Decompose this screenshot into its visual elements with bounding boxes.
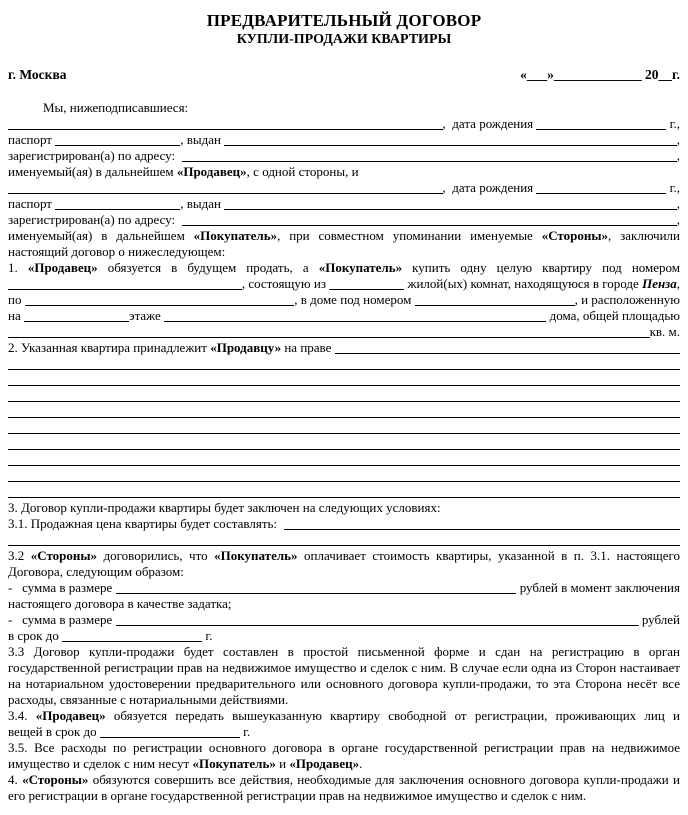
clause-4-paragraph xyxy=(8,772,680,804)
blank-field xyxy=(116,580,517,594)
text-segment: на праве xyxy=(281,340,335,355)
text-segment: , xyxy=(676,132,680,147)
text-segment: 3.4. xyxy=(8,708,36,723)
text-segment: 3. Договор купли-продажи квартиры будет заключен на следующих условиях: xyxy=(8,500,441,515)
text-segment: «Продавец» xyxy=(27,260,98,275)
seller-address-line xyxy=(8,148,680,164)
document-title-line1: ПРЕДВАРИТЕЛЬНЫЙ ДОГОВОР xyxy=(206,11,482,30)
clause-3-1-blank-line xyxy=(8,532,680,548)
text-segment: «Продавец» xyxy=(176,164,247,179)
clause-1-line-1 xyxy=(8,260,680,276)
text-segment: дома, общей площадью xyxy=(546,308,680,323)
text-segment: именуемый(ая) в дальнейшем xyxy=(8,164,177,179)
clause-2-blank-line-3 xyxy=(8,388,680,404)
text-segment: , выдан xyxy=(180,196,225,211)
blank-field xyxy=(8,356,680,370)
text-segment: «Продавец» xyxy=(35,708,106,723)
blank-field xyxy=(182,212,677,226)
payment-deposit-line-1 xyxy=(8,580,680,596)
text-segment: купить одну целую квартиру под номером xyxy=(402,260,681,275)
text-segment: 2. Указанная квартира принадлежит xyxy=(8,340,211,355)
clause-2-blank-line-5 xyxy=(8,420,680,436)
text-segment: , дата рождения xyxy=(442,180,537,195)
blank-field xyxy=(8,436,680,450)
clause-3-1-price-line xyxy=(8,516,680,532)
text-segment: кв. м. xyxy=(649,324,680,339)
clause-3-3-paragraph xyxy=(8,644,680,708)
blank-field xyxy=(415,292,575,306)
blank-field xyxy=(8,372,680,386)
clause-2-heading xyxy=(8,340,680,356)
clause-3-4-line-2 xyxy=(8,724,680,740)
blank-field xyxy=(8,180,443,194)
blank-field xyxy=(62,628,202,642)
text-segment: , xyxy=(676,148,680,163)
text-segment: вещей в срок до xyxy=(8,724,100,739)
clause-1-line-5 xyxy=(8,324,680,340)
document-title-line2: КУПЛИ-ПРОДАЖИ КВАРТИРЫ xyxy=(236,32,452,47)
text-segment: 3.5. Все расходы по регистрации основного договора в органе государственной регистрации прав на недвижимое имущество и сделок с ним несут xyxy=(8,740,680,771)
clause-2-blank-line-2 xyxy=(8,372,680,388)
text-segment: настоящего договора в качестве задатка; xyxy=(8,596,232,611)
text-segment: г. xyxy=(202,628,213,643)
text-segment: на xyxy=(8,308,24,323)
text-segment: этаже xyxy=(128,308,165,323)
blank-field xyxy=(8,420,680,434)
clause-2-blank-line-6 xyxy=(8,436,680,452)
text-segment: договорились, что xyxy=(97,548,215,563)
blank-field xyxy=(24,308,129,322)
text-segment: «Покупатель» xyxy=(318,260,403,275)
blank-field xyxy=(8,532,680,546)
text-segment: г., xyxy=(666,180,680,195)
payment-balance-line-2 xyxy=(8,628,680,644)
blank-field xyxy=(335,340,680,354)
clause-3-4-line-1 xyxy=(8,708,680,724)
text-segment: в срок до xyxy=(8,628,63,643)
text-segment: - сумма в размере xyxy=(8,580,116,595)
text-segment: , xyxy=(676,276,680,291)
text-segment: , и расположенную xyxy=(574,292,680,307)
document-body xyxy=(8,100,680,804)
text-segment: , с одной стороны, и xyxy=(246,164,359,179)
text-segment: г. xyxy=(239,724,251,739)
buyer-role-paragraph xyxy=(8,228,680,260)
text-segment: , состоящую из xyxy=(241,276,330,291)
payment-deposit-line-2 xyxy=(8,596,680,612)
clause-3-2-paragraph xyxy=(8,548,680,580)
text-segment: паспорт xyxy=(8,132,56,147)
text-segment: паспорт xyxy=(8,196,56,211)
blank-field xyxy=(329,276,404,290)
clause-3-heading xyxy=(8,500,680,516)
text-segment: Мы, нижеподписавшиеся: xyxy=(43,100,189,115)
text-segment: 3.3 Договор купли-продажи будет составлен в простой письменной форме и сдан на регистрацию в орган государственной регистрации прав на недвижимое имущество и сделок с ним. В случае если одна из Сторон настаивает на нотариальном удостоверении предварительного или основного договора купли-продажи, то эта Сторона несёт все расходы, связанные с нотариальными действиями. xyxy=(8,644,680,707)
seller-passport-line xyxy=(8,132,680,148)
blank-field xyxy=(8,276,242,290)
clause-1-line-4 xyxy=(8,308,680,324)
text-segment: оплачивает стоимость квартиры, указанной в п. 3.1. настоящего Договора, следующим образом: xyxy=(8,548,681,579)
text-segment: «Продавцу» xyxy=(210,340,282,355)
text-segment: обязуется передать вышеуказанную квартиру свободной от регистрации, проживающих лиц и xyxy=(105,708,681,723)
text-segment: , в доме под номером xyxy=(294,292,415,307)
text-segment: «Покупатель» xyxy=(192,756,276,771)
text-segment: обязуется в будущем продать, а xyxy=(97,260,319,275)
blank-field xyxy=(182,148,677,162)
text-segment: , заключили настоящий договор о нижеследующем: xyxy=(8,228,680,259)
text-segment: «Продавец» xyxy=(289,756,360,771)
buyer-passport-line xyxy=(8,196,680,212)
clause-2-blank-line-1 xyxy=(8,356,680,372)
blank-field xyxy=(224,132,677,146)
blank-field xyxy=(8,452,680,466)
text-segment: по xyxy=(8,292,25,307)
intro-line xyxy=(8,100,680,116)
text-segment: зарегистрирован(а) по адресу: xyxy=(8,148,182,163)
text-segment: Пенза xyxy=(642,276,677,291)
seller-name-line xyxy=(8,116,680,132)
blank-field xyxy=(55,196,180,210)
blank-field xyxy=(536,180,666,194)
blank-field xyxy=(8,468,680,482)
text-segment: , выдан xyxy=(180,132,225,147)
text-segment: рублей в момент заключения xyxy=(516,580,680,595)
blank-field xyxy=(164,308,546,322)
payment-balance-line-1 xyxy=(8,612,680,628)
text-segment: «Покупатель» xyxy=(193,228,278,243)
blank-field xyxy=(8,484,680,498)
blank-field xyxy=(8,404,680,418)
clause-2-blank-line-8 xyxy=(8,468,680,484)
blank-field xyxy=(536,116,666,130)
blank-field xyxy=(25,292,294,306)
text-segment: - сумма в размере xyxy=(8,612,116,627)
text-segment: зарегистрирован(а) по адресу: xyxy=(8,212,182,227)
city-label: г. Москва xyxy=(8,67,67,82)
text-segment: , xyxy=(676,212,680,227)
text-segment: 3.2 xyxy=(8,548,31,563)
text-segment: обязуются совершить все действия, необходимые для заключения основного договора купли-продажи и его регистрации в органе государственной регистрации прав на недвижимое имущество и сделок с ним. xyxy=(8,772,680,803)
text-segment: жилой(ых) комнат, находящуюся в городе xyxy=(404,276,643,291)
blank-field xyxy=(8,388,680,402)
buyer-name-line xyxy=(8,180,680,196)
blank-field xyxy=(224,196,677,210)
blank-field xyxy=(55,132,180,146)
text-segment: «Стороны» xyxy=(22,772,89,787)
text-segment: 4. xyxy=(8,772,23,787)
clause-2-blank-line-7 xyxy=(8,452,680,468)
text-segment: «Стороны» xyxy=(541,228,608,243)
blank-field xyxy=(8,324,650,338)
buyer-address-line xyxy=(8,212,680,228)
text-segment: «Покупатель» xyxy=(214,548,298,563)
dateline xyxy=(8,67,680,83)
clause-2-blank-line-9 xyxy=(8,484,680,500)
text-segment: 3.1. Продажная цена квартиры будет составлять: xyxy=(8,516,284,531)
text-segment: рублей xyxy=(638,612,680,627)
date-blank-field: «___»_____________ 20__г. xyxy=(520,67,680,82)
clause-1-line-3 xyxy=(8,292,680,308)
blank-field xyxy=(284,516,680,530)
text-segment: , дата рождения xyxy=(442,116,537,131)
blank-field xyxy=(116,612,639,626)
text-segment: именуемый(ая) в дальнейшем xyxy=(8,228,194,243)
text-segment: . xyxy=(359,756,363,771)
clause-2-blank-line-4 xyxy=(8,404,680,420)
seller-role-line xyxy=(8,164,680,180)
clause-3-5-paragraph xyxy=(8,740,680,772)
text-segment: , при совместном упоминании именуемые xyxy=(277,228,542,243)
text-segment: г., xyxy=(666,116,680,131)
clause-1-line-2 xyxy=(8,276,680,292)
blank-field xyxy=(100,724,240,738)
blank-field xyxy=(8,116,443,130)
text-segment: «Стороны» xyxy=(30,548,98,563)
text-segment: , xyxy=(676,196,680,211)
text-segment: 1. xyxy=(8,260,28,275)
text-segment: и xyxy=(275,756,290,771)
